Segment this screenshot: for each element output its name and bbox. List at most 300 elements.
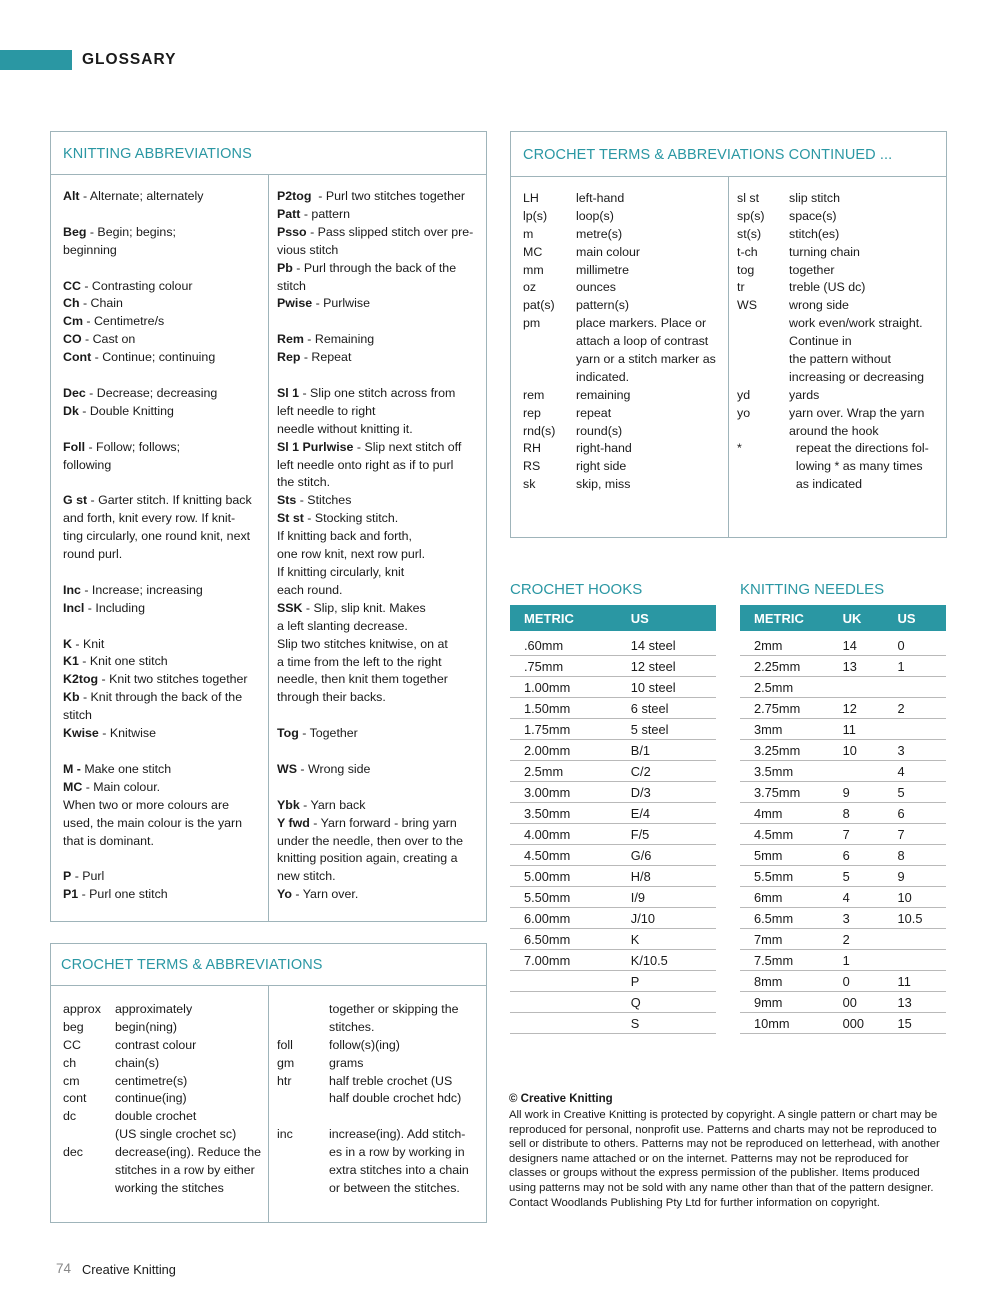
abbreviation-entry [63, 313, 263, 331]
knitting-needles-table [740, 605, 946, 1034]
abbreviation-description: If knitting back and forth, [277, 529, 412, 544]
table-row [740, 887, 946, 908]
abbreviation-term: Kwise [63, 726, 99, 741]
abbreviation-entry [63, 600, 263, 618]
term-meaning: repeat the directions fol- [789, 441, 929, 456]
table-cell: 14 steel [617, 635, 716, 656]
table-cell: 7.5mm [740, 950, 829, 971]
term-meaning: skip, miss [576, 477, 631, 492]
abbreviation-description: - Begin; begins; [86, 224, 176, 239]
table-cell: 0 [884, 635, 946, 656]
abbreviation-entry [277, 510, 482, 528]
spacer [63, 618, 263, 636]
term-abbreviation [737, 351, 789, 369]
term-abbreviation: yd [737, 387, 751, 402]
table-cell: 4.50mm [510, 845, 617, 866]
abbreviation-description: Slip two stitches knitwise, on at [277, 636, 448, 651]
table-cell: 6 [884, 803, 946, 824]
term-row [523, 351, 728, 369]
table-cell [829, 677, 884, 698]
table-cell: 12 [829, 698, 884, 719]
term-meaning: contrast colour [115, 1037, 197, 1052]
abbreviation-entry [63, 439, 263, 457]
table-cell: 8 [884, 845, 946, 866]
table-cell: 4 [829, 887, 884, 908]
table-cell: 000 [829, 1013, 884, 1034]
term-meaning: increase(ing). Add stitch- [329, 1127, 466, 1142]
abbreviation-description: - Increase; increasing [80, 582, 203, 597]
term-meaning: Continue in [789, 334, 852, 349]
table-cell: 3.00mm [510, 782, 617, 803]
abbreviation-description: one row knit, next row purl. [277, 547, 426, 562]
table-cell: 8 [829, 803, 884, 824]
term-abbreviation: inc [277, 1127, 293, 1142]
abbreviation-term: Rep [277, 350, 301, 365]
abbreviation-term: Sl 1 [277, 385, 300, 400]
abbreviation-description: new stitch. [277, 869, 336, 884]
term-meaning: yards [789, 387, 820, 402]
table-cell: 7.00mm [510, 950, 617, 971]
table-cell: 8mm [740, 971, 829, 992]
table-cell: 6.50mm [510, 929, 617, 950]
term-abbreviation: rep [523, 405, 541, 420]
abbreviation-term: Pwise [277, 296, 313, 311]
table-cell: 10 [829, 740, 884, 761]
table-row [740, 845, 946, 866]
abbreviation-description: a left slanting decrease. [277, 618, 408, 633]
abbreviation-entry [277, 206, 482, 224]
abbreviation-description: - Purl [71, 869, 105, 884]
term-meaning: millimetre [576, 262, 630, 277]
term-abbreviation: pat(s) [523, 298, 555, 313]
divider [268, 985, 269, 1223]
term-meaning: place markers. Place or [576, 316, 707, 331]
table-cell: 1.00mm [510, 677, 617, 698]
table-row [740, 635, 946, 656]
term-row [523, 369, 728, 387]
term-abbreviation: rnd(s) [523, 423, 556, 438]
abbreviation-entry [277, 850, 482, 868]
term-row [523, 190, 728, 208]
spacer [63, 206, 263, 224]
term-meaning: turning chain [789, 244, 860, 259]
term-abbreviation: approx [63, 1002, 101, 1016]
table-row [740, 1013, 946, 1034]
crochet-continued-title: CROCHET TERMS & ABBREVIATIONS CONTINUED ... [523, 147, 893, 163]
knitting-left-column [63, 188, 263, 904]
term-abbreviation: RS [523, 459, 541, 474]
abbreviation-description: - Knit [71, 636, 105, 651]
table-cell [884, 719, 946, 740]
abbreviation-description: - Double Knitting [78, 403, 174, 418]
table-cell: .75mm [510, 656, 617, 677]
table-cell: 00 [829, 992, 884, 1013]
abbreviation-entry [277, 833, 482, 851]
term-meaning: around the hook [789, 423, 879, 438]
term-abbreviation [737, 315, 789, 333]
table-header-row [510, 605, 716, 631]
abbreviation-term: Patt [277, 206, 301, 221]
abbreviation-entry [277, 618, 482, 636]
table-cell: K [617, 929, 716, 950]
term-abbreviation: ch [63, 1055, 77, 1070]
table-cell: 5.50mm [510, 887, 617, 908]
term-meaning: approximately [115, 1002, 193, 1016]
abbreviation-entry [277, 528, 482, 546]
abbreviation-entry [277, 725, 482, 743]
term-row [523, 208, 728, 226]
abbreviation-entry [63, 492, 263, 510]
spacer [63, 260, 263, 278]
term-row [523, 226, 728, 244]
table-cell: Q [617, 992, 716, 1013]
table-cell: 5.00mm [510, 866, 617, 887]
abbreviation-entry [277, 474, 482, 492]
table-row [740, 782, 946, 803]
term-abbreviation: lp(s) [523, 208, 548, 223]
term-row [737, 476, 942, 494]
term-meaning: metre(s) [576, 226, 623, 241]
abbreviation-entry [277, 815, 482, 833]
abbreviation-term: Y fwd [277, 815, 310, 830]
table-header-row [740, 605, 946, 631]
table-row [510, 761, 716, 782]
term-abbreviation: MC [523, 244, 543, 259]
table-row [740, 719, 946, 740]
abbreviation-description: - Yarn forward - bring yarn [309, 815, 457, 830]
abbreviation-entry [277, 403, 482, 421]
table-cell: 0 [829, 971, 884, 992]
term-meaning: remaining [576, 387, 631, 402]
table-cell: 3.25mm [740, 740, 829, 761]
spacer [63, 367, 263, 385]
abbreviation-term: Rem [277, 332, 304, 347]
table-row [740, 677, 946, 698]
abbreviation-entry [277, 188, 482, 206]
abbreviation-entry [277, 546, 482, 564]
abbreviation-entry [277, 636, 482, 654]
table-row [510, 740, 716, 761]
term-row [277, 1037, 482, 1055]
table-cell: 6 steel [617, 698, 716, 719]
abbreviation-description: - Together [298, 726, 358, 741]
spacer [63, 564, 263, 582]
table-row [510, 782, 716, 803]
term-row [737, 190, 942, 208]
abbreviation-term: SSK [277, 600, 303, 615]
term-row [63, 1108, 268, 1126]
term-abbreviation [277, 1019, 329, 1037]
table-cell: 11 [829, 719, 884, 740]
abbreviation-entry [63, 707, 263, 725]
term-abbreviation: htr [277, 1073, 292, 1088]
abbreviation-description: - Slip next stitch off [353, 439, 462, 454]
table-cell: 3.50mm [510, 803, 617, 824]
term-meaning: main colour [576, 244, 641, 259]
table-cell: 13 [829, 656, 884, 677]
term-row [277, 1162, 482, 1180]
term-meaning: treble (US dc) [789, 280, 866, 295]
term-row [63, 1073, 268, 1091]
table-row [740, 992, 946, 1013]
abbreviation-term: CC [63, 278, 81, 293]
term-row [737, 226, 942, 244]
table-cell: 1.50mm [510, 698, 617, 719]
abbreviation-term: P2tog [277, 189, 312, 203]
table-cell [510, 971, 617, 992]
term-meaning: working the stitches [115, 1180, 224, 1195]
term-row [277, 1126, 482, 1144]
term-meaning: (US single crochet sc) [115, 1127, 237, 1142]
table-cell: 9 [884, 866, 946, 887]
term-row [523, 262, 728, 280]
abbreviation-description: the stitch. [277, 475, 331, 490]
abbreviation-term: Sl 1 Purlwise [277, 439, 354, 454]
term-abbreviation: WS [737, 298, 757, 313]
spacer [63, 850, 263, 868]
table-cell: 6.5mm [740, 908, 829, 929]
term-abbreviation: rem [523, 387, 545, 402]
table-row [740, 656, 946, 677]
abbreviation-term: K2tog [63, 672, 99, 687]
abbreviation-entry [63, 295, 263, 313]
abbreviation-term: Dec [63, 385, 86, 400]
abbreviation-term: Inc [63, 582, 81, 597]
abbreviation-description: used, the main colour is the yarn [63, 815, 243, 830]
abbreviation-entry [63, 725, 263, 743]
table-row [740, 740, 946, 761]
term-abbreviation [277, 1090, 329, 1108]
knitting-abbreviations-title: KNITTING ABBREVIATIONS [63, 146, 252, 162]
term-meaning: half treble crochet (US [329, 1073, 453, 1088]
term-meaning: left-hand [576, 191, 625, 205]
term-row [277, 1108, 482, 1126]
abbreviation-description: through their backs. [277, 690, 386, 705]
term-meaning: wrong side [789, 298, 849, 313]
abbreviation-description: - Decrease; decreasing [85, 385, 218, 400]
term-abbreviation [523, 351, 576, 369]
term-meaning: yarn or a stitch marker as [576, 352, 716, 367]
abbreviation-description: - Purlwise [312, 296, 370, 311]
abbreviation-description: If knitting circularly, knit [277, 565, 405, 579]
table-cell [884, 950, 946, 971]
spacer [277, 367, 482, 385]
table-row [510, 950, 716, 971]
term-abbreviation: beg [63, 1019, 84, 1034]
abbreviation-description: - Knit one stitch [78, 654, 168, 669]
term-row [63, 1001, 268, 1019]
abbreviation-description: - Wrong side [296, 761, 371, 776]
abbreviation-entry [63, 188, 263, 206]
abbreviation-term: Tog [277, 726, 299, 741]
abbreviation-entry [277, 689, 482, 707]
abbreviation-description: - Remaining [303, 332, 375, 347]
abbreviation-description: - Knit through the back of the [79, 690, 243, 705]
term-row [737, 369, 942, 387]
column-header: METRIC [510, 605, 617, 631]
table-row [740, 698, 946, 719]
abbreviation-entry [63, 653, 263, 671]
abbreviation-description: left needle to right [277, 403, 376, 418]
term-meaning: follow(s)(ing) [329, 1037, 400, 1052]
table-cell: 3.75mm [740, 782, 829, 803]
term-abbreviation [277, 1108, 329, 1126]
table-row [510, 971, 716, 992]
term-meaning: attach a loop of contrast [576, 334, 709, 349]
table-row [510, 803, 716, 824]
table-cell: 7mm [740, 929, 829, 950]
term-row [63, 1162, 268, 1180]
abbreviation-term: M - [63, 761, 81, 776]
abbreviation-entry [277, 457, 482, 475]
term-abbreviation [737, 423, 789, 441]
table-row [740, 950, 946, 971]
table-row [510, 845, 716, 866]
term-abbreviation: t-ch [737, 244, 758, 259]
table-cell: 3 [884, 740, 946, 761]
abbreviation-description: - Stitches [296, 493, 352, 508]
abbreviation-description: stitch [277, 278, 306, 293]
term-meaning: right side [576, 459, 627, 474]
abbreviation-term: Sts [277, 493, 297, 508]
table-cell: 6mm [740, 887, 829, 908]
term-meaning: es in a row by working in [329, 1145, 465, 1160]
term-meaning: stitch(es) [789, 226, 840, 241]
term-row [737, 208, 942, 226]
table-cell: .60mm [510, 635, 617, 656]
table-cell: 5mm [740, 845, 829, 866]
abbreviation-description: - Garter stitch. If knitting back [87, 493, 252, 508]
abbreviation-entry [63, 868, 263, 886]
abbreviation-entry [63, 582, 263, 600]
abbreviation-description: Make one stitch [80, 761, 172, 776]
term-row [737, 405, 942, 423]
term-abbreviation [63, 1162, 115, 1180]
term-abbreviation: oz [523, 280, 537, 295]
table-cell: 4.5mm [740, 824, 829, 845]
abbreviation-description: - Yarn over. [291, 887, 359, 902]
abbreviation-term: Ybk [277, 797, 300, 812]
term-abbreviation [63, 1126, 115, 1144]
abbreviation-description: - Centimetre/s [82, 314, 165, 329]
term-row [737, 279, 942, 297]
term-meaning: continue(ing) [115, 1091, 187, 1106]
abbreviation-description: vious stitch [277, 242, 339, 257]
table-cell: 2.00mm [510, 740, 617, 761]
abbreviation-term: Cm [63, 314, 83, 329]
term-meaning: space(s) [789, 208, 837, 223]
table-cell: 11 [884, 971, 946, 992]
table-cell [510, 992, 617, 1013]
knitting-needles-title: KNITTING NEEDLES [740, 581, 885, 598]
term-abbreviation: gm [277, 1055, 295, 1070]
header-bar [0, 50, 72, 70]
term-abbreviation: m [523, 226, 534, 241]
abbreviation-entry [63, 528, 263, 546]
table-cell: E/4 [617, 803, 716, 824]
table-cell: 6 [829, 845, 884, 866]
table-row [510, 698, 716, 719]
abbreviation-description: - Purl through the back of the [292, 260, 457, 275]
table-cell: 10 [884, 887, 946, 908]
crochet-terms-right-column [277, 1001, 482, 1198]
term-row [737, 458, 942, 476]
table-row [510, 929, 716, 950]
table-cell: 6.00mm [510, 908, 617, 929]
abbreviation-term: Kb [63, 690, 80, 705]
abbreviation-entry [63, 797, 263, 815]
spacer [63, 743, 263, 761]
table-cell: 9mm [740, 992, 829, 1013]
abbreviation-description: - Follow; follows; [85, 439, 181, 454]
term-abbreviation [277, 1162, 329, 1180]
abbreviation-entry [63, 278, 263, 296]
table-cell: 13 [884, 992, 946, 1013]
term-row [737, 333, 942, 351]
table-cell: I/9 [617, 887, 716, 908]
abbreviation-term: Beg [63, 224, 87, 239]
abbreviation-entry [277, 242, 482, 260]
term-row [737, 262, 942, 280]
table-row [510, 992, 716, 1013]
term-row [63, 1019, 268, 1037]
table-cell: 1.75mm [510, 719, 617, 740]
term-abbreviation: CC [63, 1037, 81, 1052]
table-cell: 3mm [740, 719, 829, 740]
term-meaning: as indicated [789, 477, 863, 492]
spacer [63, 421, 263, 439]
abbreviation-term: Ch [63, 296, 80, 311]
copyright-body: All work in Creative Knitting is protected by copyright. A single pattern or chart may be reproduced for personal, nonprofit use. Patterns and charts may not be reproduced to sell or distribute to others. Patterns may not be reproduced on letterhead, with another designers name attached or on the internet. Patterns may not be reproduced for classes or groups without the express permission of the publisher. Items produced using patterns may not be sold with any name other than that of the pattern designer. Contact Woodlands Publishing Pty Ltd for further information on copyright. [509, 1109, 940, 1209]
term-meaning: lowing * as many times [789, 459, 923, 474]
abbreviation-term: WS [277, 761, 297, 776]
term-meaning: stitches in a row by either [115, 1163, 255, 1178]
abbreviation-entry [277, 492, 482, 510]
abbreviation-description: - Repeat [300, 350, 352, 365]
abbreviation-entry [277, 654, 482, 672]
abbreviation-description: When two or more colours are [63, 797, 229, 812]
abbreviation-description: - Knitwise [98, 726, 156, 741]
term-abbreviation [523, 333, 576, 351]
term-meaning: centimetre(s) [115, 1073, 188, 1088]
abbreviation-description: and forth, knit every row. If knit- [63, 511, 236, 526]
knitting-right-column [277, 188, 482, 904]
table-cell: 12 steel [617, 656, 716, 677]
spacer [277, 313, 482, 331]
abbreviation-entry [63, 546, 263, 564]
abbreviation-entry [277, 582, 482, 600]
abbreviation-term: Yo [277, 887, 292, 902]
term-meaning: extra stitches into a chain [329, 1163, 469, 1178]
term-meaning: double crochet [115, 1109, 197, 1124]
column-header: US [617, 605, 716, 631]
copyright-title: © Creative Knitting [509, 1093, 613, 1105]
term-abbreviation: LH [523, 191, 539, 205]
table-row [510, 908, 716, 929]
column-header: UK [829, 605, 884, 631]
spacer [277, 707, 482, 725]
table-cell: F/5 [617, 824, 716, 845]
table-cell: G/6 [617, 845, 716, 866]
term-abbreviation [737, 369, 789, 387]
table-row [510, 677, 716, 698]
term-meaning: together [789, 262, 835, 277]
abbreviation-entry [63, 224, 263, 242]
table-cell: 3 [829, 908, 884, 929]
table-cell: 2.25mm [740, 656, 829, 677]
term-row [737, 423, 942, 441]
abbreviation-description: knitting position again, creating a [277, 851, 458, 866]
